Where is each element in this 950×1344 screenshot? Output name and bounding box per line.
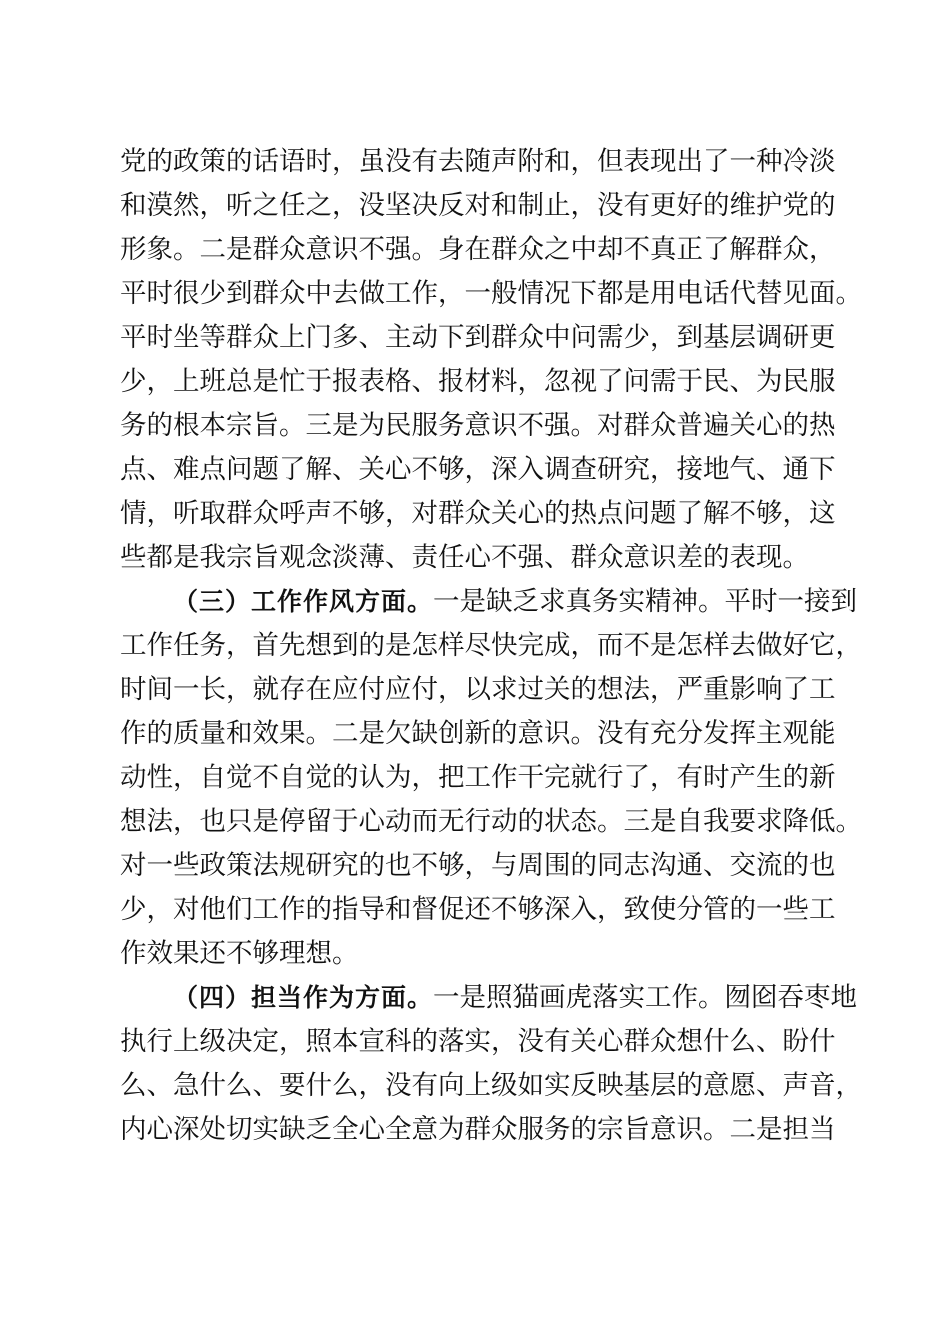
text-run: 一是缺乏求真务实精神。平时一接到 [433, 586, 858, 617]
text-run: 一是照猫画虎落实工作。囫囵吞枣地 [433, 982, 858, 1013]
text-line: 工作任务，首先想到的是怎样尽快完成，而不是怎样去做好它， [120, 630, 862, 661]
text-line: 执行上级决定，照本宣科的落实，没有关心群众想什么、盼什 [120, 1026, 836, 1057]
text-line: 少，上班总是忙于报表格、报材料，忽视了问需于民、为民服 [120, 366, 836, 397]
text-line: 平时坐等群众上门多、主动下到群众中问需少，到基层调研更 [120, 322, 836, 353]
text-line: 作效果还不够理想。 [120, 938, 359, 969]
text-line: 些都是我宗旨观念淡薄、责任心不强、群众意识差的表现。 [120, 542, 809, 573]
section-heading: （四）担当作为方面。 [173, 983, 434, 1012]
text-line: 平时很少到群众中去做工作，一般情况下都是用电话代替见面。 [120, 278, 862, 309]
text-line: 内心深处切实缺乏全心全意为群众服务的宗旨意识。二是担当 [120, 1114, 836, 1145]
text-line: 作的质量和效果。二是欠缺创新的意识。没有充分发挥主观能 [120, 718, 836, 749]
text-line: 形象。二是群众意识不强。身在群众之中却不真正了解群众， [120, 234, 836, 265]
text-line: 么、急什么、要什么，没有向上级如实反映基层的意愿、声音， [120, 1070, 862, 1101]
text-line: 党的政策的话语时，虽没有去随声附和，但表现出了一种冷淡 [120, 146, 836, 177]
text-line-first [173, 978, 858, 1018]
text-line-first [173, 582, 858, 622]
text-line: 想法，也只是停留于心动而无行动的状态。三是自我要求降低。 [120, 806, 862, 837]
text-line: 和漠然，听之任之，没坚决反对和制止，没有更好的维护党的 [120, 190, 836, 221]
text-line: 动性，自觉不自觉的认为，把工作干完就行了，有时产生的新 [120, 762, 836, 793]
text-line: 对一些政策法规研究的也不够，与周围的同志沟通、交流的也 [120, 850, 836, 881]
text-line: 时间一长，就存在应付应付，以求过关的想法，严重影响了工 [120, 674, 836, 705]
text-line: 务的根本宗旨。三是为民服务意识不强。对群众普遍关心的热 [120, 410, 836, 441]
section-heading: （三）工作作风方面。 [173, 587, 434, 616]
text-line: 点、难点问题了解、关心不够，深入调查研究，接地气、通下 [120, 454, 836, 485]
text-line: 情，听取群众呼声不够，对群众关心的热点问题了解不够，这 [120, 498, 836, 529]
text-line: 少，对他们工作的指导和督促还不够深入，致使分管的一些工 [120, 894, 836, 925]
